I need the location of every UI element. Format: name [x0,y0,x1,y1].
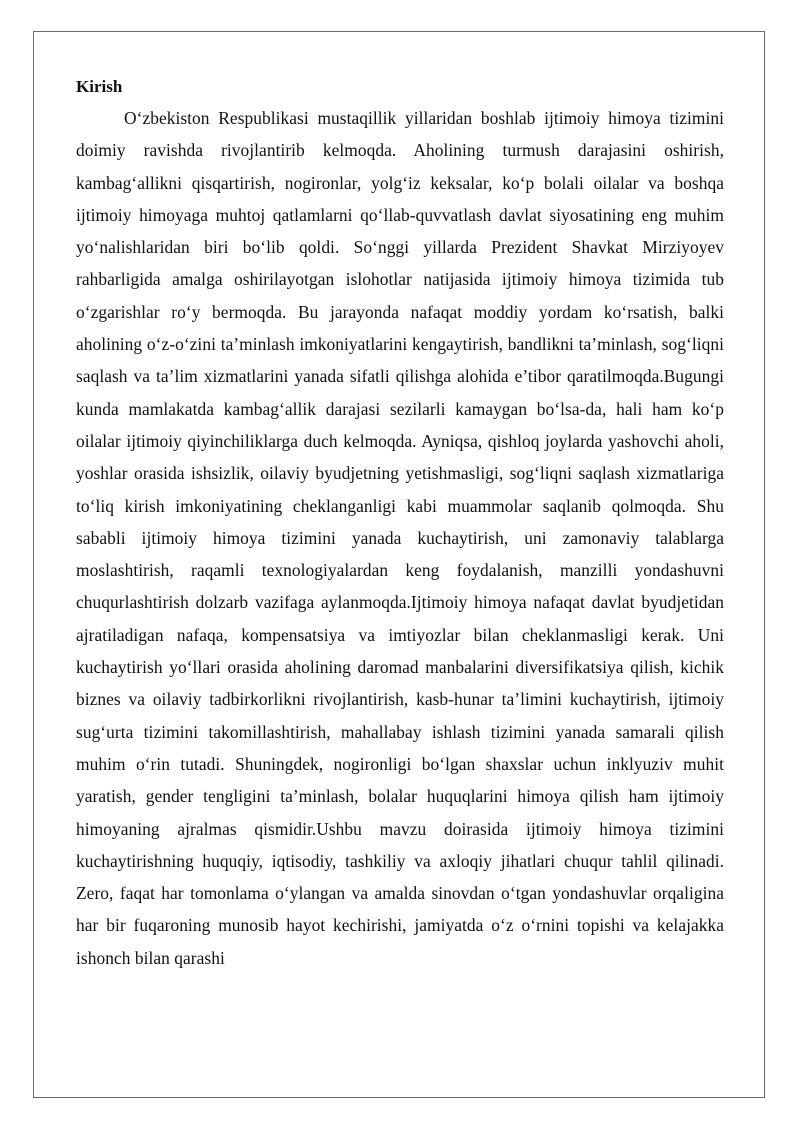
section-heading: Kirish [76,77,123,96]
body-paragraph: O‘zbekiston Respublikasi mustaqillik yillaridan boshlab ijtimoiy himoya tizimini doimiy ravishda rivojlantirib kelmoqda. Aholining turmush darajasini oshirish, kambag‘allikni qisqartirish, nogironlar, yolg‘iz keksalar, ko‘p bolali oilalar va boshqa ijtimoiy himoyaga muhtoj qatlamlarni qo‘llab-quvvatlash davlat siyosatining eng muhim yo‘nalishlaridan biri bo‘lib qoldi. So‘nggi yillarda Prezident Shavkat Mirziyoyev rahbarligida amalga oshirilayotgan islohotlar natijasida ijtimoiy himoya tizimida tub o‘zgarishlar ro‘y bermoqda. Bu jarayonda nafaqat moddiy yordam ko‘rsatish, balki aholining o‘z-o‘zini ta’minlash imkoniyatlarini kengaytirish, bandlikni ta’minlash, sog‘liqni saqlash va ta’lim xizmatlarini yanada sifatli qilishga alohida e’tibor qaratilmoqda.Bugungi kunda mamlakatda kambag‘allik darajasi sezilarli kamaygan bo‘lsa-da, hali ham ko‘p oilalar ijtimoiy qiyinchiliklarga duch kelmoqda. Ayniqsa, qishloq joylarda yashovchi aholi, yoshlar orasida ishsizlik, oilaviy byudjetning yetishmasligi, sog‘liqni saqlash xizmatlariga to‘liq kirish imkoniyatining cheklanganligi kabi muammolar saqlanib qolmoqda. Shu sababli ijtimoiy himoya tizimini yanada kuchaytirish, uni zamonaviy talablarga moslashtirish, raqamli texnologiyalardan keng foydalanish, manzilli yondashuvni chuqurlashtirish dolzarb vazifaga aylanmoqda.Ijtimoiy himoya nafaqat davlat byudjetidan ajratiladigan nafaqa, kompensatsiya va imtiyozlar bilan cheklanmasligi kerak. Uni kuchaytirish yo‘llari orasida aholining daromad manbalarini diversifikatsiya qilish, kichik biznes va oilaviy tadbirkorlikni rivojlantirish, kasb-hunar ta’limini kuchaytirish, ijtimoiy sug‘urta tizimini takomillashtirish, mahallabay ishlash tizimini yanada samarali qilish muhim o‘rin tutadi. Shuningdek, nogironligi bo‘lgan shaxslar uchun inklyuziv muhit yaratish, gender tengligini ta’minlash, bolalar huquqlarini himoya qilish ham ijtimoiy himoyaning ajralmas qismidir.Ushbu mavzu doirasida ijtimoiy himoya tizimini kuchaytirishning huquqiy, iqtisodiy, tashkiliy va axloqiy jihatlari chuqur tahlil qilinadi. Zero, faqat har tomonlama o‘ylangan va amalda sinovdan o‘tgan yondashuvlar orqaligina har bir fuqaroning munosib hayot kechirishi, jamiyatda o‘z o‘rnini topishi va kelajakka ishonch bilan qarashi [76,108,724,968]
document-content [76,72,724,974]
